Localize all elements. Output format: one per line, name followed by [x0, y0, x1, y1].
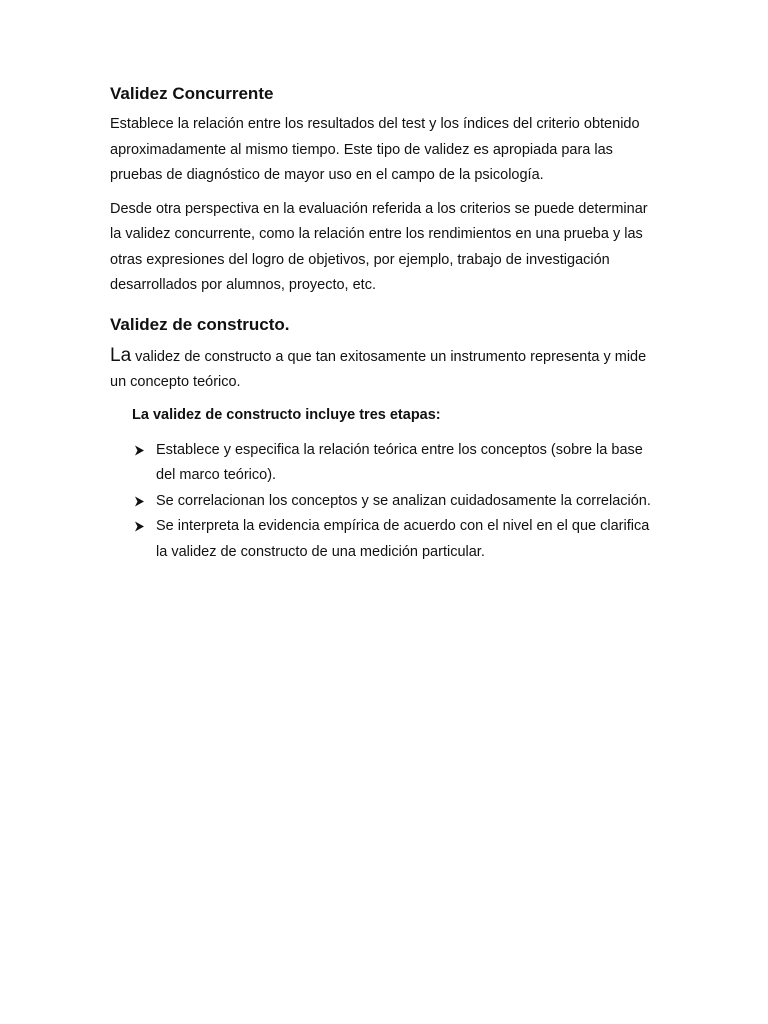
arrowhead-bullet-icon: [134, 514, 148, 540]
list-item: [134, 514, 660, 565]
list-item: [134, 489, 660, 515]
step-text: Se correlacionan los conceptos y se analizan cuidadosamente la correlación.: [156, 492, 651, 509]
list-item: [134, 438, 660, 489]
heading-validez-concurrente: Validez Concurrente: [110, 84, 274, 103]
paragraph-constructo: [110, 343, 660, 396]
arrowhead-bullet-icon: [134, 489, 148, 515]
subheading-tres-etapas: La validez de constructo incluye tres etapas:: [132, 406, 441, 423]
paragraph-concurrente-1: Establece la relación entre los resultados del test y los índices del criterio obtenido aproximadamente al mismo tiempo. Este tipo de validez es apropiada para las pruebas de diagnóstico de mayor uso en el campo de la psicología.: [110, 116, 640, 183]
paragraph-constructo-text: validez de constructo a que tan exitosamente un instrumento representa y mide un concepto teórico.: [110, 348, 647, 390]
paragraph-lead-word: La: [110, 344, 132, 366]
heading-validez-constructo: Validez de constructo.: [110, 314, 290, 334]
arrowhead-bullet-icon: [134, 438, 148, 464]
document-content: [110, 82, 660, 565]
step-text: Establece y especifica la relación teórica entre los conceptos (sobre la base del marco teórico).: [156, 441, 643, 483]
steps-list: [110, 438, 660, 566]
step-text: Se interpreta la evidencia empírica de acuerdo con el nivel en el que clarifica la validez de constructo de una medición particular.: [156, 518, 650, 560]
paragraph-concurrente-2: Desde otra perspectiva en la evaluación referida a los criterios se puede determinar la validez concurrente, como la relación entre los rendimientos en una prueba y las otras expresiones del logro de objetivos, por ejemplo, trabajo de investigación desarrollados por alumnos, proyecto, etc.: [110, 200, 648, 293]
